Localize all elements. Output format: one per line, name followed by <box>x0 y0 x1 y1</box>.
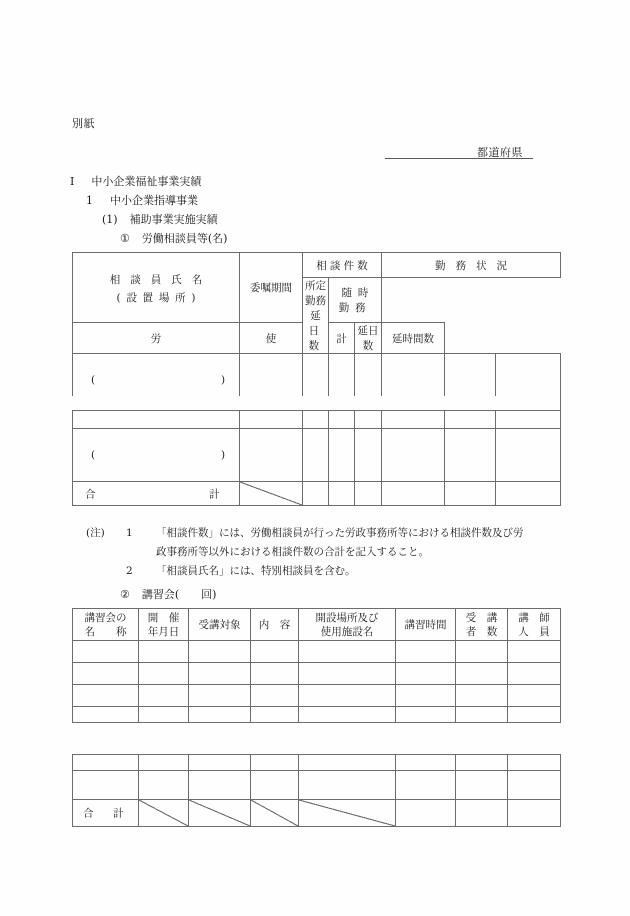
cell-course-date[interactable] <box>139 707 189 723</box>
cell-course-name[interactable] <box>73 755 139 771</box>
attachment-label: 別紙 <box>72 117 95 130</box>
th-advisor-name <box>73 253 240 323</box>
cell-scheduled-days[interactable] <box>382 411 445 429</box>
cell-commission-period[interactable] <box>240 411 303 429</box>
th-course-attendees-line1: 受 講 <box>465 611 498 624</box>
cell-occasional-hours[interactable] <box>496 411 561 429</box>
th-advisor-name-main: 相談員氏名 <box>109 274 213 286</box>
table-row[interactable] <box>73 429 561 482</box>
course-table-group2 <box>72 754 561 827</box>
cell-total-consult-labor[interactable] <box>303 482 329 506</box>
course-header-row <box>73 609 561 641</box>
cell-course-instructors[interactable] <box>508 641 561 663</box>
cell-course-total-attendees[interactable] <box>456 800 508 827</box>
advisor-total-row[interactable] <box>73 482 561 506</box>
th-course-date-line1: 開 催 <box>147 611 180 624</box>
cell-course-hours[interactable] <box>396 707 456 723</box>
cell-course-attendees[interactable] <box>456 771 508 800</box>
th-course-attendees <box>456 609 508 641</box>
cell-course-content[interactable] <box>251 685 299 707</box>
th-course-venue-line2: 使用施設名 <box>320 625 374 638</box>
cell-course-total-label <box>73 800 139 827</box>
cell-total-commission-period-slashed <box>240 482 303 506</box>
outline-level4-num: ① <box>120 232 130 245</box>
cell-course-attendees[interactable] <box>456 755 508 771</box>
th-course-date-line2: 年月日 <box>147 625 180 638</box>
cell-course-total-target-slashed <box>189 800 251 827</box>
cell-course-hours[interactable] <box>396 641 456 663</box>
cell-course-date[interactable] <box>139 641 189 663</box>
note-2-text-line1: 「相談員氏名」には、特別相談員を含む。 <box>156 565 356 577</box>
note-item-1-line-1 <box>86 524 576 543</box>
cell-course-name[interactable] <box>73 707 139 723</box>
outline-level4-text: 労働相談員等(名) <box>141 232 228 245</box>
th-scheduled-work <box>303 278 329 354</box>
note-1-text-line2: 政事務所等以外における相談件数の合計を記入すること。 <box>156 546 429 558</box>
th-course-attendees-line2: 者 数 <box>465 625 498 638</box>
th-consultation-employer: 使 <box>240 323 303 354</box>
table-row[interactable] <box>73 755 561 771</box>
cell-total-occasional-hours[interactable] <box>496 482 561 506</box>
th-course-content: 内 容 <box>251 609 299 641</box>
outline-level3-num: (1) <box>102 213 118 226</box>
cell-course-total-hours[interactable] <box>396 800 456 827</box>
outline-level4-second <box>120 586 216 602</box>
th-course-name-line1: 講習会の <box>84 611 127 624</box>
table-row[interactable] <box>73 641 561 663</box>
cell-course-date[interactable] <box>139 771 189 800</box>
th-occasional-days: 延日数 <box>355 323 382 354</box>
cell-course-hours[interactable] <box>396 755 456 771</box>
cell-course-attendees[interactable] <box>456 685 508 707</box>
cell-course-date[interactable] <box>139 685 189 707</box>
cell-course-target[interactable] <box>189 641 251 663</box>
cell-course-date[interactable] <box>139 663 189 685</box>
outline-level2-text: 中小企業指導事業 <box>110 194 198 207</box>
table-row[interactable] <box>73 707 561 723</box>
advisor-table-group2 <box>72 410 561 506</box>
outline-level3-text: 補助事業実施実績 <box>129 213 218 226</box>
cell-advisor-name[interactable] <box>73 411 240 429</box>
cell-course-venue[interactable] <box>299 707 396 723</box>
outline-level4 <box>70 229 227 248</box>
notes-marker: (注) <box>86 527 105 539</box>
outline-headings <box>70 172 227 248</box>
note-2-num: 2 <box>126 565 133 577</box>
th-course-name-line2: 名 称 <box>84 625 127 638</box>
cell-course-name[interactable] <box>73 641 139 663</box>
th-consultation-count: 相談件数 <box>303 253 382 278</box>
th-course-target: 受講対象 <box>189 609 251 641</box>
note-1-num: 1 <box>126 527 133 539</box>
cell-course-total-date-slashed <box>139 800 189 827</box>
advisor-table-body-group2 <box>73 411 561 506</box>
course-table-body-group2 <box>73 755 561 827</box>
cell-course-hours[interactable] <box>396 771 456 800</box>
outline-level1-num: I <box>70 175 75 188</box>
table-row[interactable] <box>73 411 561 429</box>
cell-total-label <box>73 482 240 506</box>
cell-occasional-days[interactable] <box>445 429 496 482</box>
th-course-instructors <box>508 609 561 641</box>
course-table-body-group1 <box>73 641 561 723</box>
cell-occasional-hours[interactable] <box>496 429 561 482</box>
th-course-name <box>73 609 139 641</box>
note-item-1-line-2 <box>86 543 576 562</box>
th-occasional-hours: 延時間数 <box>382 323 445 354</box>
paren-close: ) <box>221 374 226 386</box>
outline-level1 <box>70 172 227 191</box>
advisor-header-row-1 <box>73 253 561 278</box>
th-course-venue <box>299 609 396 641</box>
note-item-2-line-1 <box>86 562 576 581</box>
cell-course-target[interactable] <box>189 755 251 771</box>
cell-consult-total[interactable] <box>355 429 382 482</box>
th-commission-period: 委嘱期間 <box>240 253 303 323</box>
cell-course-content[interactable] <box>251 663 299 685</box>
th-work-status: 勤務状況 <box>382 253 561 278</box>
th-course-date <box>139 609 189 641</box>
cell-consult-employer[interactable] <box>329 429 355 482</box>
th-advisor-name-sub: (設置場所) <box>116 292 202 304</box>
cell-course-venue[interactable] <box>299 755 396 771</box>
cell-course-hours[interactable] <box>396 663 456 685</box>
th-course-hours: 講習時間 <box>396 609 456 641</box>
th-course-instructors-line1: 講 師 <box>518 611 550 624</box>
cell-consult-total[interactable] <box>355 411 382 429</box>
paren-open: ( <box>91 374 96 386</box>
table-row[interactable] <box>73 663 561 685</box>
course-total-label-left: 合 <box>83 807 94 820</box>
cell-course-attendees[interactable] <box>456 707 508 723</box>
outline-level1-text: 中小企業福祉事業実績 <box>91 175 202 188</box>
cell-course-total-instructors[interactable] <box>508 800 561 827</box>
cell-course-name[interactable] <box>73 663 139 685</box>
cell-course-content[interactable] <box>251 771 299 800</box>
course-table-head <box>73 609 561 641</box>
cell-course-instructors[interactable] <box>508 771 561 800</box>
total-label-right: 計 <box>209 488 220 500</box>
cell-course-instructors[interactable] <box>508 663 561 685</box>
paren-close: ) <box>221 449 226 461</box>
cell-course-instructors[interactable] <box>508 685 561 707</box>
th-scheduled-work-line2: 延日数 <box>308 310 324 352</box>
outline-level2-num: 1 <box>86 194 93 207</box>
cell-course-date[interactable] <box>139 755 189 771</box>
cell-course-target[interactable] <box>189 663 251 685</box>
course-total-row[interactable] <box>73 800 561 827</box>
cell-course-content[interactable] <box>251 641 299 663</box>
cell-course-target[interactable] <box>189 685 251 707</box>
cell-course-instructors[interactable] <box>508 707 561 723</box>
cell-consult-employer[interactable] <box>329 411 355 429</box>
outline-level2 <box>70 191 227 210</box>
advisor-table-head <box>73 253 561 354</box>
prefecture-label: 都道府県 <box>477 146 523 159</box>
course-table <box>72 608 561 723</box>
th-course-instructors-line2: 人 員 <box>518 625 550 638</box>
advisor-table-gap <box>72 396 560 410</box>
cell-course-content[interactable] <box>251 755 299 771</box>
cell-course-total-venue-slashed <box>299 800 396 827</box>
cell-course-venue[interactable] <box>299 663 396 685</box>
cell-course-venue[interactable] <box>299 685 396 707</box>
cell-course-venue[interactable] <box>299 641 396 663</box>
cell-course-content[interactable] <box>251 707 299 723</box>
course-total-label-right: 計 <box>113 807 124 820</box>
course-table-gap <box>72 740 560 754</box>
outline-level3 <box>70 210 227 229</box>
cell-total-consult-employer[interactable] <box>329 482 355 506</box>
cell-course-total-content-slashed <box>251 800 299 827</box>
cell-course-hours[interactable] <box>396 685 456 707</box>
cell-commission-period[interactable] <box>240 429 303 482</box>
cell-scheduled-days[interactable] <box>382 429 445 482</box>
cell-course-target[interactable] <box>189 771 251 800</box>
cell-total-occasional-days[interactable] <box>445 482 496 506</box>
table-row[interactable] <box>73 771 561 800</box>
cell-course-attendees[interactable] <box>456 641 508 663</box>
cell-consult-labor[interactable] <box>303 411 329 429</box>
cell-total-consult-total[interactable] <box>355 482 382 506</box>
total-label-left: 合 <box>85 488 96 500</box>
notes-block <box>86 524 576 581</box>
cell-total-scheduled-days[interactable] <box>382 482 445 506</box>
cell-course-attendees[interactable] <box>456 663 508 685</box>
cell-occasional-days[interactable] <box>445 411 496 429</box>
th-consultation-labor: 労 <box>73 323 240 354</box>
cell-advisor-name[interactable] <box>73 429 240 482</box>
cell-course-instructors[interactable] <box>508 755 561 771</box>
sub-heading-2-text: 講習会( 回) <box>141 588 217 601</box>
paren-open: ( <box>91 449 96 461</box>
cell-course-name[interactable] <box>73 771 139 800</box>
cell-course-venue[interactable] <box>299 771 396 800</box>
cell-course-name[interactable] <box>73 685 139 707</box>
sub-heading-2-num: ② <box>120 588 130 601</box>
th-course-venue-line1: 開設場所及び <box>315 611 379 624</box>
table-row[interactable] <box>73 685 561 707</box>
cell-course-target[interactable] <box>189 707 251 723</box>
note-1-text-line1: 「相談件数」には、労働相談員が行った労政事務所等における相談件数及び労 <box>156 527 524 539</box>
th-occasional-work: 随時勤務 <box>329 278 382 323</box>
cell-consult-labor[interactable] <box>303 429 329 482</box>
th-scheduled-work-line1: 所定勤務 <box>305 280 326 307</box>
th-consultation-total: 計 <box>329 323 355 354</box>
